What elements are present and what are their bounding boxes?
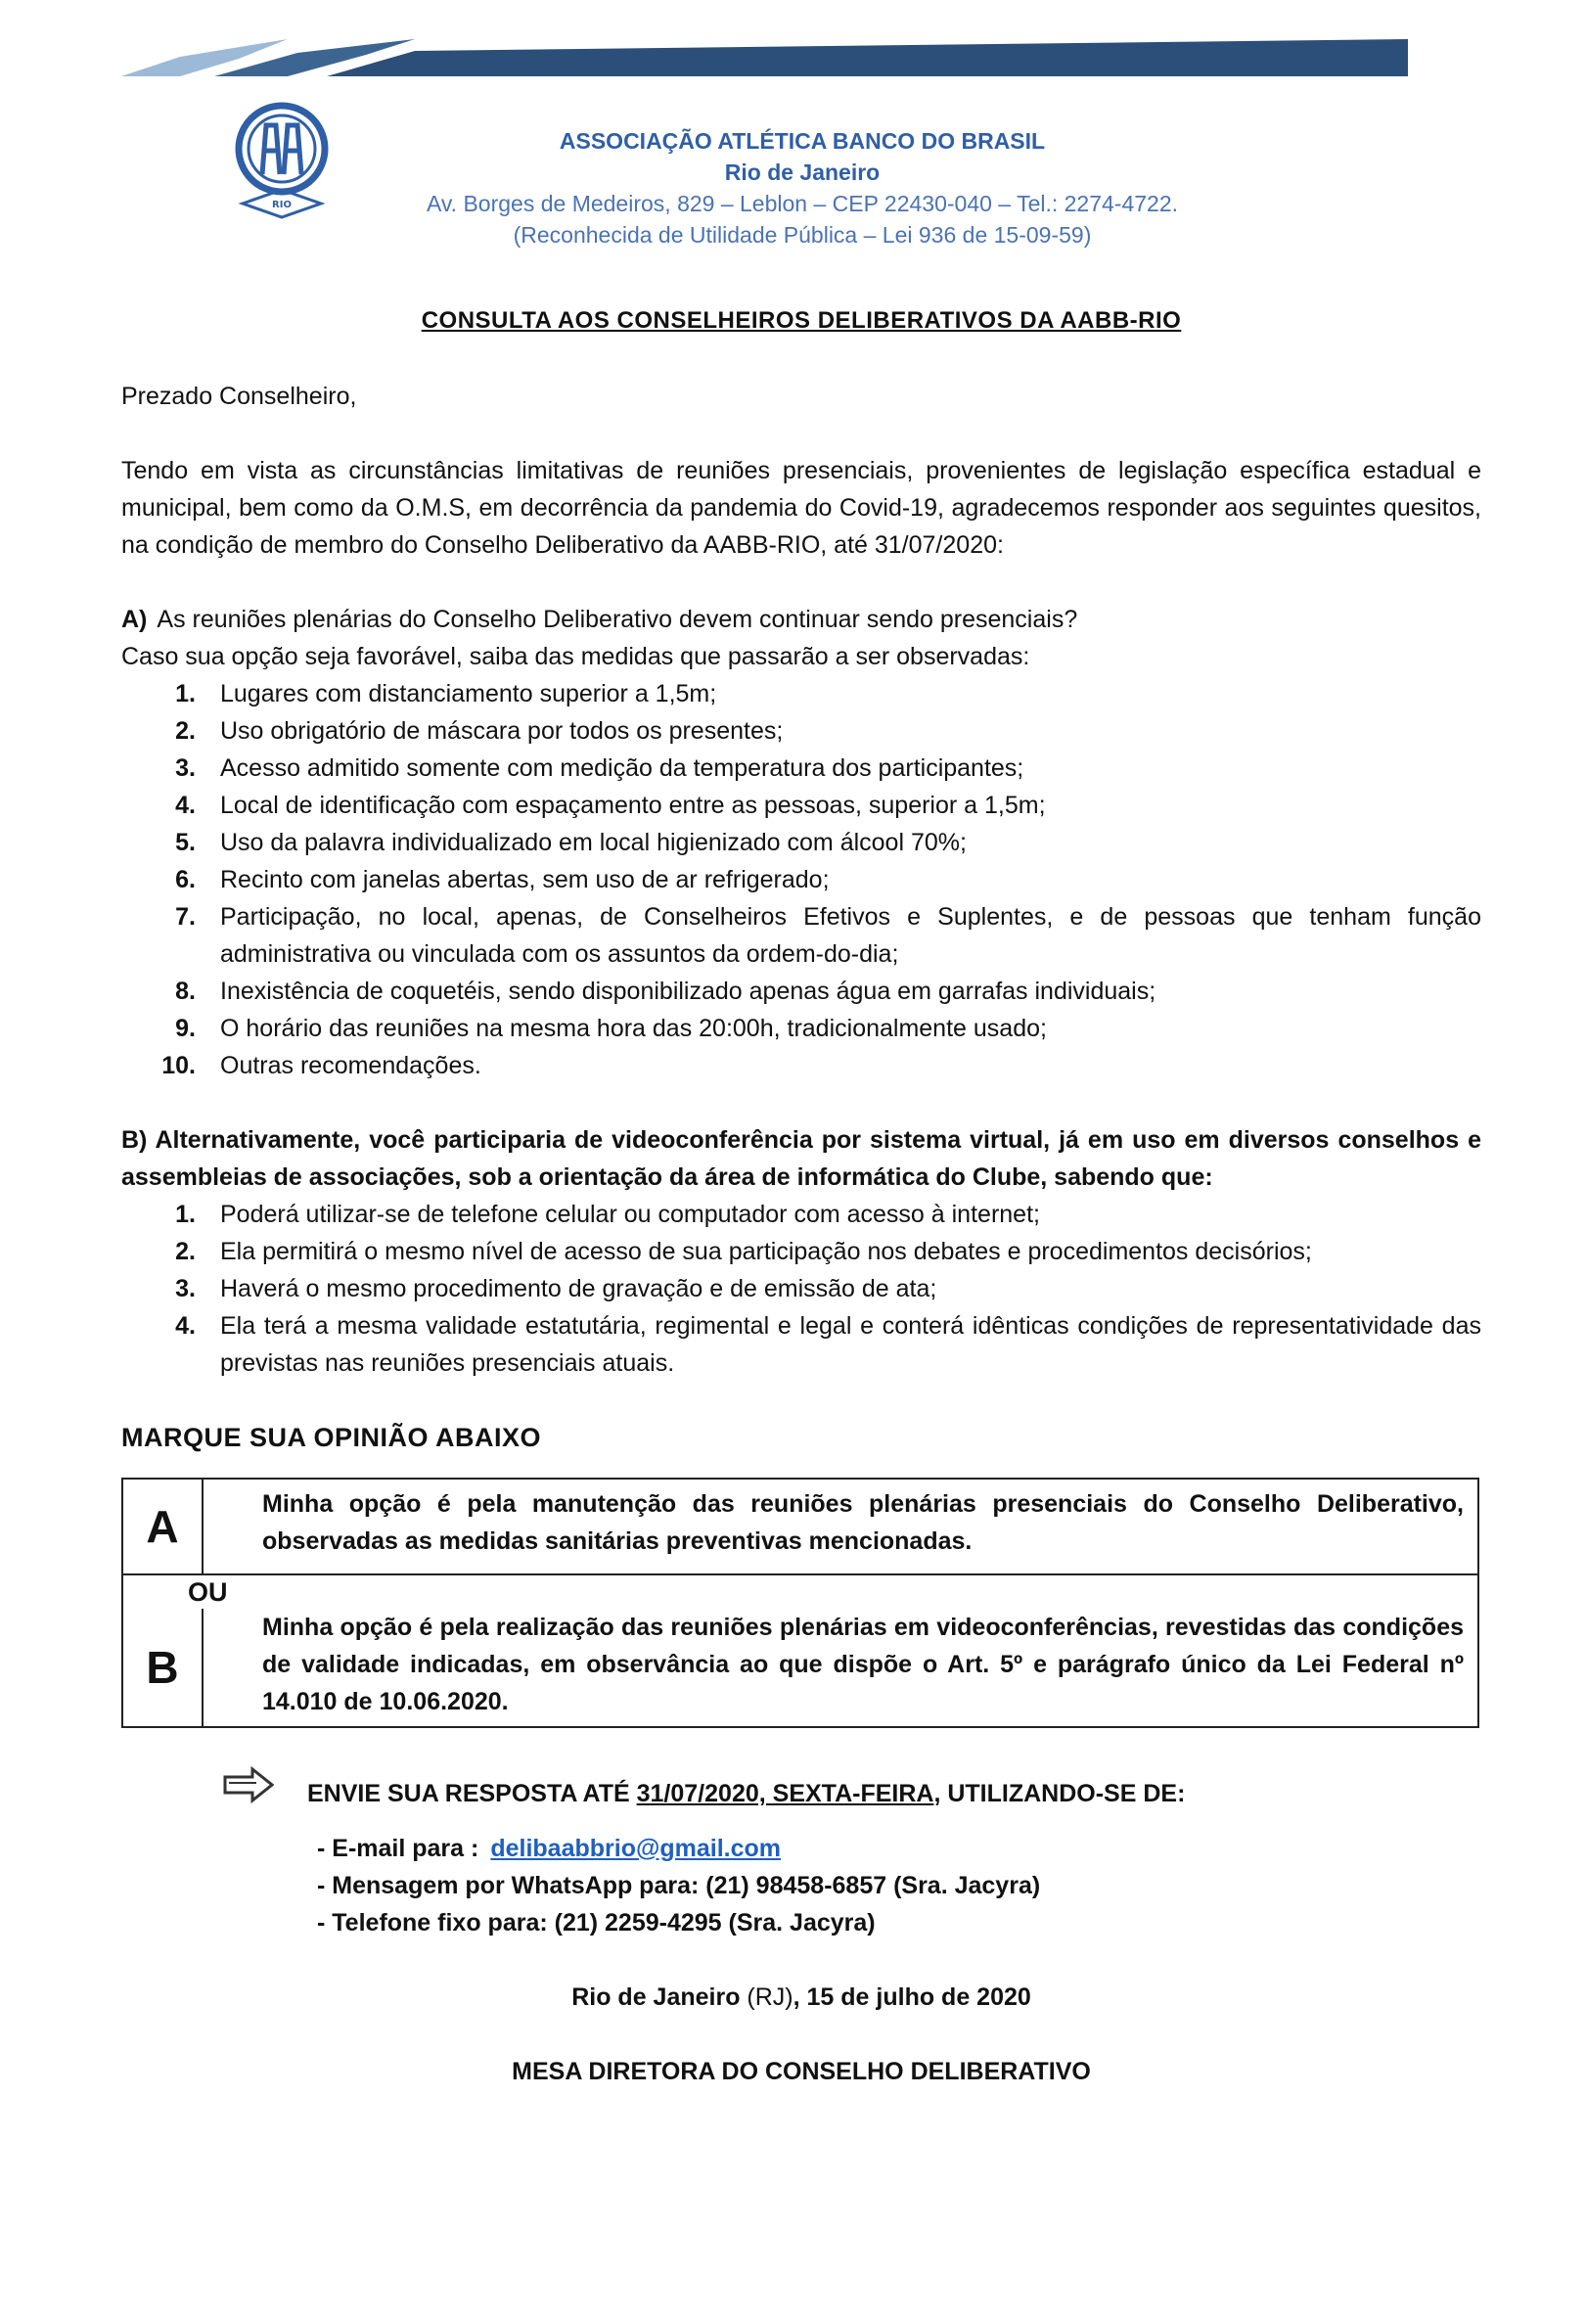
item-number: 5. (175, 829, 196, 856)
item-text: Participação, no local, apenas, de Conselheiros Efetivos e Suplentes, e de pessoas que tenham função administrativa ou vinculada com os assuntos da ordem-do-dia; (220, 903, 1481, 968)
item-number: 1. (175, 680, 196, 707)
item-text: Haverá o mesmo procedimento de gravação e de emissão de ata; (220, 1275, 937, 1302)
item-number: 7. (175, 903, 196, 931)
option-b-text: Minha opção é pela realização das reuniões plenárias em videoconferências, revestidas das condições de validade indicadas, em observância ao que dispõe o Art. 5º e parágrafo único da Lei Federal nº 14.010 de 10.06.2020. (203, 1609, 1478, 1727)
or-row (122, 1574, 1478, 1609)
item-number: 3. (175, 754, 196, 782)
list-item (121, 675, 1481, 712)
item-text: O horário das reuniões na mesma hora das 20:00h, tradicionalmente usado; (220, 1015, 1047, 1042)
email-label: - E-mail para : (317, 1835, 479, 1862)
item-number: 6. (175, 866, 196, 893)
item-text: Ela terá a mesma validade estatutária, regimental e legal e conterá idênticas condições de representatividade das previstas nas reuniões presenciais atuais. (220, 1312, 1481, 1377)
item-text: Poderá utilizar-se de telefone celular ou computador com acesso à internet; (220, 1201, 1040, 1228)
header-banner (121, 39, 1408, 76)
item-text: Uso da palavra individualizado em local higienizado com álcool 70%; (220, 829, 967, 856)
list-item (121, 1010, 1481, 1047)
option-b-row[interactable] (122, 1609, 1478, 1727)
org-name: ASSOCIAÇÃO ATLÉTICA BANCO DO BRASIL (559, 128, 1046, 154)
send-suffix: , UTILIZANDO-SE DE: (933, 1780, 1186, 1807)
marque-heading: MARQUE SUA OPINIÃO ABAIXO (121, 1423, 542, 1452)
item-number: 2. (175, 717, 196, 745)
list-item (121, 712, 1481, 750)
send-prefix: ENVIE SUA RESPOSTA ATÉ (307, 1780, 637, 1807)
contact-list (121, 1830, 1481, 1941)
date-city: Rio de Janeiro (571, 1983, 748, 2011)
option-a-text: Minha opção é pela manutenção das reuniões plenárias presenciais do Conselho Deliberativo, observadas as medidas sanitárias preventivas mencionadas. (203, 1479, 1478, 1574)
list-item (121, 750, 1481, 787)
signature: MESA DIRETORA DO CONSELHO DELIBERATIVO (512, 2058, 1091, 2085)
date-state: (RJ) (747, 1983, 793, 2011)
logo-text: RIO (272, 200, 292, 210)
item-number: 10. (161, 1052, 196, 1079)
whatsapp-line: - Mensagem por WhatsApp para: (21) 98458-6857 (Sra. Jacyra) (317, 1872, 1041, 1899)
option-a-letter[interactable]: A (122, 1479, 203, 1574)
section-a-question (121, 601, 1481, 638)
section-b-question: B) Alternativamente, você participaria de videoconferência por sistema virtual, já em uso em diversos conselhos e assembleias de associações, sob a orientação da área de informática do Clube, sabendo que: (121, 1126, 1481, 1191)
document-body (121, 378, 1481, 2090)
salutation: Prezado Conselheiro, (121, 383, 357, 410)
email-line (317, 1830, 1481, 1867)
item-text: Uso obrigatório de máscara por todos os presentes; (220, 717, 784, 745)
item-text: Acesso admitido somente com medição da temperatura dos participantes; (220, 754, 1024, 782)
item-text: Outras recomendações. (220, 1052, 481, 1079)
org-law: (Reconhecida de Utilidade Pública – Lei 936 de 15-09-59) (513, 222, 1092, 248)
send-deadline: 31/07/2020, SEXTA-FEIRA (636, 1780, 934, 1807)
item-number: 4. (175, 1312, 196, 1340)
list-item (121, 1270, 1481, 1307)
email-link[interactable]: delibaabbrio@gmail.com (490, 1835, 781, 1862)
item-number: 9. (175, 1015, 196, 1042)
list-item (121, 861, 1481, 898)
date-text: , 15 de julho de 2020 (793, 1983, 1031, 2011)
list-item (121, 1307, 1481, 1382)
section-a-label: A) (121, 606, 148, 633)
item-text: Inexistência de coquetéis, sendo disponibilizado apenas água em garrafas individuais; (220, 978, 1156, 1005)
send-instructions (121, 1775, 1481, 1812)
item-text: Ela permitirá o mesmo nível de acesso de sua participação nos debates e procedimentos decisórios; (220, 1238, 1312, 1265)
phone-line: - Telefone fixo para: (21) 2259-4295 (Sra. Jacyra) (317, 1909, 876, 1937)
list-item (121, 973, 1481, 1010)
options-table (121, 1478, 1479, 1728)
item-text: Local de identificação com espaçamento entre as pessoas, superior a 1,5m; (220, 792, 1046, 819)
list-item (121, 824, 1481, 861)
item-number: 3. (175, 1275, 196, 1302)
org-city: Rio de Janeiro (724, 159, 881, 185)
section-b-list (121, 1196, 1481, 1382)
section-a-list (121, 675, 1481, 1084)
document-date (121, 1979, 1481, 2016)
intro-paragraph: Tendo em vista as circunstâncias limitativas de reuniões presenciais, provenientes de legislação específica estadual e municipal, bem como da O.M.S, em decorrência da pandemia do Covid-19, agradecemos responder aos seguintes quesitos, na condição de membro do Conselho Deliberativo da AABB-RIO, até 31/07/2020: (121, 457, 1481, 559)
org-address: Av. Borges de Medeiros, 829 – Leblon – CEP 22430-040 – Tel.: 2274-4722. (426, 191, 1179, 216)
item-text: Recinto com janelas abertas, sem uso de ar refrigerado; (220, 866, 830, 893)
list-item (121, 1196, 1481, 1233)
item-number: 8. (175, 978, 196, 1005)
organization-header (372, 125, 1233, 251)
item-number: 4. (175, 792, 196, 819)
pointing-arrow-icon (223, 1765, 274, 1804)
or-label: OU (122, 1574, 1478, 1609)
item-number: 2. (175, 1238, 196, 1265)
option-b-letter[interactable]: B (122, 1609, 203, 1727)
item-number: 1. (175, 1201, 196, 1228)
item-text: Lugares com distanciamento superior a 1,5m; (220, 680, 717, 707)
list-item (121, 898, 1481, 973)
list-item (121, 1233, 1481, 1270)
option-a-row[interactable] (122, 1479, 1478, 1574)
aabb-logo (233, 102, 331, 239)
section-a-caso: Caso sua opção seja favorável, saiba das medidas que passarão a ser observadas: (121, 643, 1030, 670)
document-title: CONSULTA AOS CONSELHEIROS DELIBERATIVOS DA AABB-RIO (421, 307, 1182, 334)
list-item (121, 787, 1481, 824)
list-item (121, 1047, 1481, 1084)
section-a-question-text: As reuniões plenárias do Conselho Deliberativo devem continuar sendo presenciais? (157, 606, 1078, 633)
